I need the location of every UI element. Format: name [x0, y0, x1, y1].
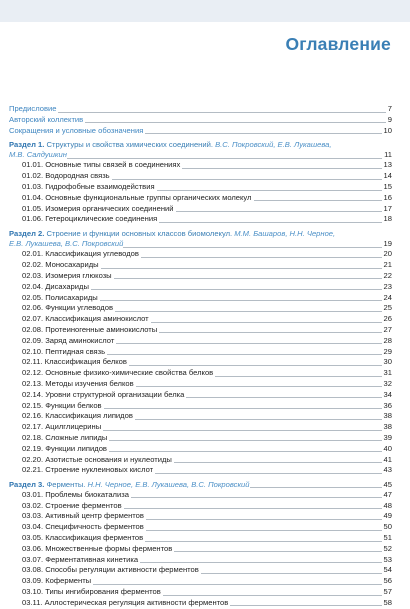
toc-entry-page: 22 [383, 270, 392, 280]
toc-entry[interactable] [9, 204, 392, 215]
section-heading[interactable] [9, 229, 392, 250]
section-heading[interactable] [9, 480, 392, 490]
toc-entry-page: 29 [383, 346, 392, 356]
toc-entry-page: 24 [383, 292, 392, 302]
toc-entry[interactable] [9, 325, 392, 336]
toc-entry-text: 01.01. Основные типы связей в соединениях [22, 160, 181, 170]
toc-entry-page: 57 [383, 587, 392, 597]
toc-entry[interactable] [9, 303, 392, 314]
toc-entry-text: 02.16. Классификация липидов [22, 411, 133, 421]
toc-entry[interactable] [9, 390, 392, 401]
toc-entry[interactable] [9, 490, 392, 501]
dot-leader [9, 112, 392, 113]
toc-entry[interactable] [9, 357, 392, 368]
toc-entry[interactable] [9, 293, 392, 304]
toc-entry[interactable] [9, 533, 392, 544]
page-title: Оглавление [285, 34, 391, 54]
section-heading-line [9, 239, 392, 249]
toc-entry-page: 41 [383, 454, 392, 464]
toc-entry-page: 25 [383, 303, 392, 313]
toc-entry[interactable] [9, 411, 392, 422]
toc-entry-text: 02.09. Заряд аминокислот [22, 335, 115, 345]
toc-entry-page: 18 [383, 214, 392, 224]
toc-entry-page: 28 [383, 335, 392, 345]
toc-entry-text: 01.03. Гидрофобные взаимодействия [22, 182, 155, 192]
toc-entry-page: 20 [383, 249, 392, 259]
toc-entry[interactable] [9, 544, 392, 555]
toc-entry-text: 03.06. Множественные формы ферментов [22, 543, 173, 553]
toc-entry[interactable] [9, 522, 392, 533]
toc-entry-page: 36 [383, 400, 392, 410]
section-heading-line [9, 480, 392, 490]
toc-entry-text: 02.12. Основные физико-химические свойства белков [22, 368, 214, 378]
toc-entry[interactable] [9, 160, 392, 171]
toc-entry[interactable] [9, 214, 392, 225]
toc-entry-text: 03.09. Коферменты [22, 576, 92, 586]
toc-entry-text: 02.08. Протеиногенные аминокислоты [22, 324, 158, 334]
toc-entry-page: 32 [383, 378, 392, 388]
toc-entry[interactable] [9, 433, 392, 444]
section-authors: Е.В. Лукашева, В.С. Покровский [9, 239, 124, 249]
toc-entry[interactable] [9, 555, 392, 566]
toc-entry[interactable] [9, 598, 392, 609]
toc-entry-text: 03.01. Проблемы биокатализа [22, 489, 129, 499]
section-heading[interactable] [9, 140, 392, 161]
toc-entry[interactable] [9, 587, 392, 598]
section-heading-line [9, 140, 392, 150]
toc-entry-page: 34 [383, 389, 392, 399]
section-authors: В.С. Покровский, Е.В. Лукашева, [215, 139, 332, 149]
header-band [0, 0, 410, 22]
section-authors: М.М. Башаров, Н.Н. Черное, [234, 228, 336, 238]
toc-entry-text: 01.04. Основные функциональные группы органических молекул [22, 192, 252, 202]
toc-entry[interactable] [9, 115, 392, 126]
toc-entry-page: 17 [383, 203, 392, 213]
front-matter [9, 104, 392, 136]
toc-entry-page: 26 [383, 314, 392, 324]
toc-entry-page: 23 [383, 281, 392, 291]
toc-entry-text: 03.08. Способы регуляции активности ферментов [22, 565, 199, 575]
toc-entry-text: 03.10. Типы ингибирования ферментов [22, 587, 161, 597]
toc-entry-text: 02.05. Полисахариды [22, 292, 98, 302]
toc-entry[interactable] [9, 104, 392, 115]
toc-entry-text: 02.07. Классификация аминокислот [22, 314, 149, 324]
toc-entry-page: 31 [383, 368, 392, 378]
toc-entry-text: 02.04. Дисахариды [22, 281, 89, 291]
toc-entry-text: 01.06. Гетероциклические соединения [22, 214, 158, 224]
toc-entry-page: 27 [383, 324, 392, 334]
toc-entry-page: 21 [383, 260, 392, 270]
section-title: Строение и функции основных классов биомолекул. [44, 228, 235, 238]
toc-entry-page: 38 [383, 422, 392, 432]
toc-entry-page: 13 [383, 160, 392, 170]
toc-entry[interactable] [9, 379, 392, 390]
section-page: 11 [384, 150, 392, 160]
section-label: Раздел 3. [9, 479, 45, 489]
toc-entry-page: 54 [383, 565, 392, 575]
section-title: Ферменты. [44, 479, 88, 489]
toc-entry[interactable] [9, 336, 392, 347]
section-label: Раздел 1. [9, 139, 45, 149]
toc-entry-page: 40 [383, 443, 392, 453]
toc-entry-text: Предисловие [9, 104, 57, 113]
toc-entry[interactable] [9, 501, 392, 512]
toc-entry-text: 02.21. Строение нуклеиновых кислот [22, 465, 154, 475]
toc-entry-page: 53 [383, 554, 392, 564]
toc-entry-page: 16 [383, 192, 392, 202]
toc-entry[interactable] [9, 422, 392, 433]
toc-entry[interactable] [9, 576, 392, 587]
toc-entry-text: 01.02. Водородная связь [22, 171, 110, 181]
toc-entry-page: 58 [383, 597, 392, 607]
toc-entry-page: 50 [383, 522, 392, 532]
toc-entry[interactable] [9, 282, 392, 293]
toc-entry-text: 03.07. Ферментативная кинетика [22, 554, 139, 564]
toc-entry[interactable] [9, 565, 392, 576]
toc-entry-page: 7 [387, 104, 392, 113]
toc-entry-text: 02.06. Функции углеводов [22, 303, 113, 313]
toc-entry-text: 02.15. Функции белков [22, 400, 102, 410]
table-of-contents [9, 104, 392, 609]
toc-entry-text: 02.02. Моносахариды [22, 260, 99, 270]
section-label: Раздел 2. [9, 228, 45, 238]
section-page: 19 [383, 239, 392, 249]
toc-entry[interactable] [9, 193, 392, 204]
toc-entry-text: 01.05. Изомерия органических соединений [22, 203, 174, 213]
toc-entry[interactable] [9, 444, 392, 455]
toc-entry[interactable] [9, 401, 392, 412]
section-heading-line [9, 150, 392, 160]
sections-list [9, 140, 392, 609]
toc-entry-page: 51 [383, 533, 392, 543]
toc-entry-text: 03.05. Классификация ферментов [22, 533, 144, 543]
toc-entry-page: 47 [383, 489, 392, 499]
toc-entry-text: 03.11. Аллостерическая регуляция активности ферментов [22, 597, 229, 607]
toc-entry-page: 9 [387, 114, 392, 124]
toc-entry[interactable] [9, 249, 392, 260]
toc-entry-text: 02.20. Азотистые основания и нуклеотиды [22, 454, 172, 464]
toc-entry[interactable] [9, 347, 392, 358]
section-title: Структуры и свойства химических соединений. [44, 139, 216, 149]
toc-entry-text: 02.10. Пептидная связь [22, 346, 106, 356]
toc-entry[interactable] [9, 126, 392, 137]
toc-entry[interactable] [9, 511, 392, 522]
toc-entry-page: 39 [383, 432, 392, 442]
toc-entry-page: 49 [383, 511, 392, 521]
toc-entry-text: Сокращения и условные обозначения [9, 125, 144, 135]
toc-entry[interactable] [9, 260, 392, 271]
section-heading-text [9, 480, 250, 489]
toc-entry[interactable] [9, 368, 392, 379]
toc-entry[interactable] [9, 271, 392, 282]
toc-entry-page: 56 [383, 576, 392, 586]
section-authors: М.В. Салдушкин [9, 150, 67, 160]
toc-entry-page: 43 [383, 465, 392, 475]
toc-entry-text: 02.18. Сложные липиды [22, 432, 108, 442]
toc-entry-text: 03.02. Строение ферментов [22, 500, 122, 510]
section-page: 45 [383, 479, 392, 489]
toc-entry-text: 02.17. Ацилглицерины [22, 422, 102, 432]
toc-entry-text: 03.03. Активный центр ферментов [22, 511, 144, 521]
toc-entry[interactable] [9, 465, 392, 476]
toc-entry-page: 38 [383, 411, 392, 421]
toc-entry-page: 14 [383, 171, 392, 181]
toc-entry-text: 03.04. Специфичность ферментов [22, 522, 144, 532]
section-heading-text [9, 229, 335, 238]
toc-entry-text: Авторский коллектив [9, 114, 84, 124]
toc-entry-text: 02.19. Функции липидов [22, 443, 107, 453]
toc-entry-page: 52 [383, 543, 392, 553]
section-heading-text [9, 140, 332, 149]
toc-entry-page: 10 [383, 125, 392, 135]
section-authors: Н.Н. Черное, Е.В. Лукашева, В.С. Покровский [87, 479, 250, 489]
toc-entry-text: 02.11. Классификация белков [22, 357, 127, 367]
toc-entry-text: 02.14. Уровни структурной организации белка [22, 389, 185, 399]
toc-entry-text: 02.13. Методы изучения белков [22, 378, 134, 388]
toc-entry-page: 30 [383, 357, 392, 367]
toc-entry-page: 15 [383, 182, 392, 192]
toc-entry-page: 48 [383, 500, 392, 510]
toc-entry[interactable] [9, 455, 392, 466]
section-heading-line [9, 229, 392, 239]
toc-entry-text: 02.01. Классификация углеводов [22, 249, 139, 259]
toc-entry[interactable] [9, 182, 392, 193]
toc-entry[interactable] [9, 171, 392, 182]
toc-entry-text: 02.03. Изомерия глюкозы [22, 270, 112, 280]
toc-entry[interactable] [9, 314, 392, 325]
